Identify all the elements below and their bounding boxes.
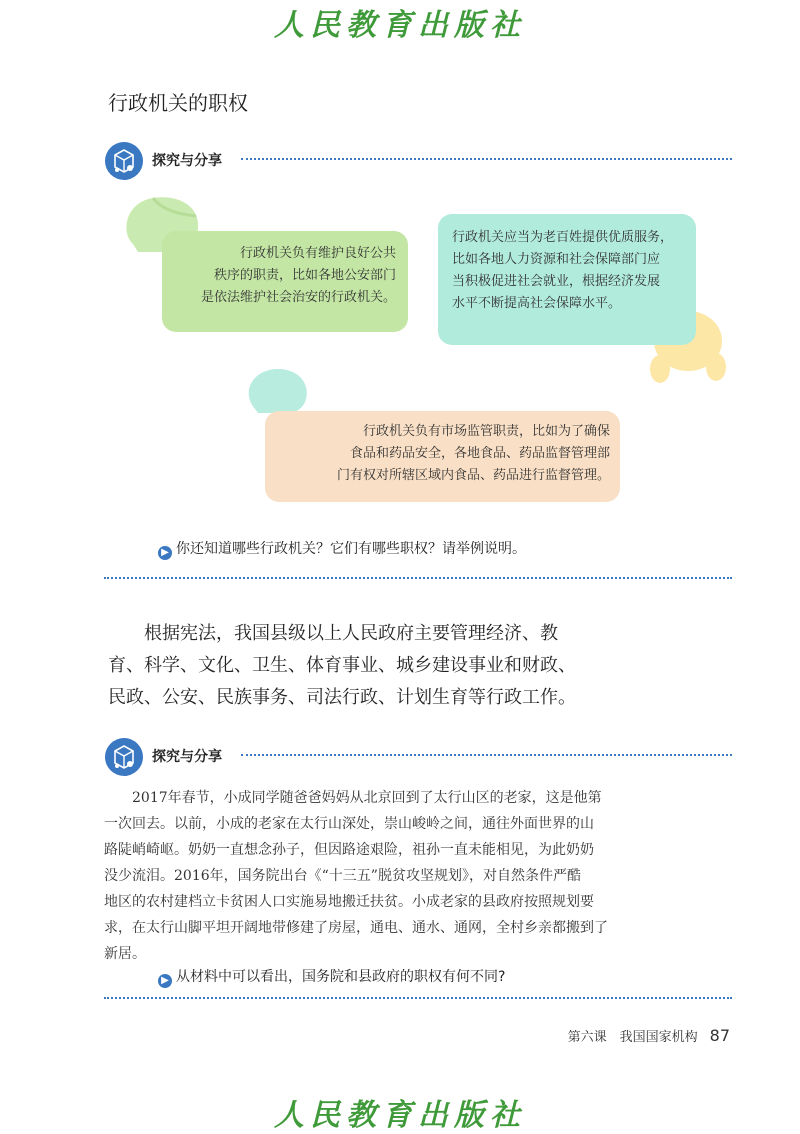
explore-header-1 [104, 141, 732, 181]
page-number: 87 [709, 1026, 730, 1045]
question-text: 从材料中可以看出，国务院和县政府的职权有何不同? [176, 969, 506, 985]
cube-icon [104, 737, 144, 777]
story-line: 一次回去。以前，小成的老家在太行山深处，崇山峻岭之间，通往外面世界的山 [104, 816, 594, 832]
speech-bubble-public-service [438, 214, 696, 345]
story-line: 求，在太行山脚平坦开阔地带修建了房屋，通电、通水、通网，全村乡亲都搬到了 [104, 920, 608, 936]
bubble-line: 行政机关负有市场监管职责，比如为了确保 [362, 424, 610, 439]
section-title: 行政机关的职权 [108, 91, 248, 115]
explore-label: 探究与分享 [152, 153, 222, 169]
question-text: 你还知道哪些行政机关？它们有哪些职权？请举例说明。 [176, 541, 526, 557]
cube-icon [104, 141, 144, 181]
story-line: 新居。 [104, 946, 146, 962]
bubble-line: 行政机关负有维护良好公共 [239, 246, 396, 261]
speech-bubble-market-supervision [265, 411, 620, 502]
section-divider [104, 997, 732, 999]
story-line: 地区的农村建档立卡贫困人口实施易地搬迁扶贫。小成老家的县政府按照规划要 [104, 894, 594, 910]
story-line: 路陡峭崎岖。奶奶一直想念孙子，但因路途艰险，祖孙一直未能相见，为此奶奶 [104, 842, 594, 858]
speech-bubble-public-order [162, 231, 408, 332]
story-line: 没少流泪。2016年，国务院出台《“十三五”脱贫攻坚规划》，对自然条件严酷 [104, 868, 581, 884]
paragraph-line: 育、科学、文化、卫生、体育事业、城乡建设事业和财政、 [108, 655, 576, 676]
arrow-right-icon: ▶ [158, 546, 172, 560]
bubble-line: 食品和药品安全，各地食品、药品监督管理部 [349, 446, 610, 461]
explore-label: 探究与分享 [152, 749, 222, 765]
bubble-line: 当积极促进社会就业，根据经济发展 [452, 274, 661, 289]
publisher-logo-top: 人民教育出版社 [274, 8, 526, 43]
paragraph-line: 民政、公安、民族事务、司法行政、计划生育等行政工作。 [108, 687, 576, 708]
paragraph-line: 根据宪法，我国县级以上人民政府主要管理经济、教 [144, 623, 558, 644]
arrow-right-icon: ▶ [158, 974, 172, 988]
bubble-line: 是依法维护社会治安的行政机关。 [200, 290, 396, 305]
dotted-rule [241, 754, 732, 756]
explore-header-2 [104, 737, 732, 777]
dotted-rule [241, 158, 732, 160]
case-story [104, 785, 730, 967]
bubble-line: 门有权对所辖区域内食品、药品进行监督管理。 [336, 468, 610, 483]
chapter-label: 第六课 我国国家机构 [567, 1030, 698, 1045]
bubble-line: 行政机关应当为老百姓提供优质服务， [452, 230, 674, 245]
page-footer [568, 1026, 730, 1045]
story-line: 2017年春节，小成同学随爸爸妈妈从北京回到了太行山区的老家，这是他第 [132, 790, 602, 806]
bubble-line: 秩序的职责，比如各地公安部门 [213, 268, 396, 283]
discussion-question-1 [158, 538, 526, 560]
section-divider [104, 577, 732, 579]
bubble-line: 水平不断提高社会保障水平。 [452, 296, 622, 311]
bubble-line: 比如各地人力资源和社会保障部门应 [452, 252, 661, 267]
main-paragraph [108, 618, 578, 714]
publisher-logo-bottom: 人民教育出版社 [274, 1098, 526, 1133]
discussion-question-2 [158, 966, 505, 988]
